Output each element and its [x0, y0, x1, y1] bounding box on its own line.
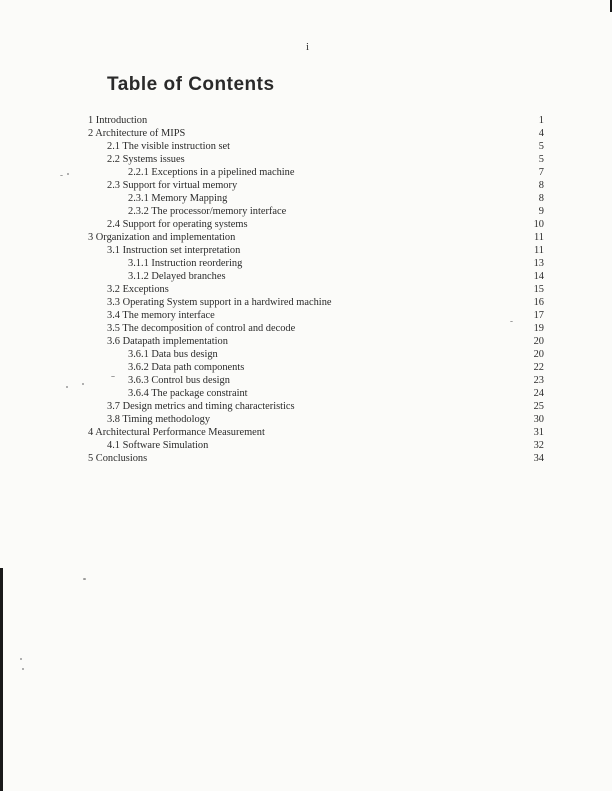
toc-entry-page: 24: [533, 388, 544, 399]
toc-entry: [88, 400, 548, 413]
toc-entry-label: 1 Introduction: [88, 115, 148, 126]
toc-entry: [88, 231, 548, 244]
toc-entry-page: 7: [538, 167, 544, 178]
toc-entry-label: 3.5 The decomposition of control and decode: [107, 323, 296, 334]
scan-speck: [510, 321, 513, 322]
toc-entry: [88, 426, 548, 439]
toc-entry: [88, 296, 548, 309]
toc-entry-page: 25: [533, 401, 544, 412]
toc-entry-label: 2.1 The visible instruction set: [107, 141, 231, 152]
toc-entry: [88, 179, 548, 192]
toc-entry-page: 11: [533, 232, 544, 243]
toc-entry-label: 3.6.4 The package constraint: [128, 388, 248, 399]
toc-entry-page: 30: [533, 414, 544, 425]
toc-entry-page: 34: [533, 453, 544, 464]
toc-entry: [88, 439, 548, 452]
toc-entry-page: 20: [533, 349, 544, 360]
toc-entry: [88, 270, 548, 283]
toc-entry: [88, 140, 548, 153]
scan-edge-left: [0, 568, 3, 791]
toc-entry-label: 3.1 Instruction set interpretation: [107, 245, 241, 256]
table-of-contents: [88, 114, 548, 465]
toc-entry-label: 3.6.1 Data bus design: [128, 349, 218, 360]
scan-speck: [83, 578, 86, 580]
toc-entry: [88, 114, 548, 127]
toc-entry: [88, 153, 548, 166]
toc-entry: [88, 127, 548, 140]
toc-entry-page: 4: [538, 128, 544, 139]
toc-entry-label: 4 Architectural Performance Measurement: [88, 427, 265, 438]
toc-entry-page: 10: [533, 219, 544, 230]
toc-entry: [88, 166, 548, 179]
toc-entry-label: 2.2.1 Exceptions in a pipelined machine: [128, 167, 295, 178]
scan-speck: [60, 175, 63, 176]
toc-entry: [88, 348, 548, 361]
toc-entry: [88, 374, 548, 387]
toc-entry-label: 2.3 Support for virtual memory: [107, 180, 238, 191]
toc-entry: [88, 244, 548, 257]
scan-speck: [111, 376, 115, 377]
toc-entry-label: 5 Conclusions: [88, 453, 148, 464]
toc-entry-page: 8: [538, 193, 544, 204]
toc-entry-page: 17: [533, 310, 544, 321]
toc-entry-page: 5: [538, 154, 544, 165]
toc-entry-label: 3.1.1 Instruction reordering: [128, 258, 243, 269]
toc-entry-page: 1: [538, 115, 544, 126]
toc-entry-label: 3.6.3 Control bus design: [128, 375, 230, 386]
toc-entry: [88, 218, 548, 231]
toc-entry-label: 3.7 Design metrics and timing characteristics: [107, 401, 295, 412]
toc-entry-page: 31: [533, 427, 544, 438]
toc-entry: [88, 387, 548, 400]
toc-entry: [88, 413, 548, 426]
toc-entry-page: 11: [533, 245, 544, 256]
toc-entry-label: 2.3.2 The processor/memory interface: [128, 206, 287, 217]
toc-entry-page: 15: [533, 284, 544, 295]
toc-entry-label: 3.6 Datapath implementation: [107, 336, 228, 347]
toc-entry-page: 8: [538, 180, 544, 191]
scan-speck: [67, 173, 69, 175]
toc-entry: [88, 192, 548, 205]
toc-entry: [88, 257, 548, 270]
toc-entry-label: 3.6.2 Data path components: [128, 362, 245, 373]
toc-entry-page: 14: [533, 271, 544, 282]
toc-entry-label: 3.1.2 Delayed branches: [128, 271, 226, 282]
toc-entry-label: 3.2 Exceptions: [107, 284, 169, 295]
toc-entry-page: 20: [533, 336, 544, 347]
toc-entry-page: 9: [538, 206, 544, 217]
toc-entry-page: 23: [533, 375, 544, 386]
toc-entry-label: 3 Organization and implementation: [88, 232, 236, 243]
toc-entry: [88, 309, 548, 322]
scan-speck: [20, 658, 22, 660]
page-number: i: [306, 41, 310, 53]
toc-entry: [88, 335, 548, 348]
scan-speck: [22, 668, 24, 670]
toc-entry: [88, 361, 548, 374]
toc-entry-label: 3.4 The memory interface: [107, 310, 215, 321]
toc-entry-label: 2 Architecture of MIPS: [88, 128, 186, 139]
toc-entry-label: 3.8 Timing methodology: [107, 414, 211, 425]
toc-entry-label: 2.2 Systems issues: [107, 154, 185, 165]
toc-entry-label: 2.3.1 Memory Mapping: [128, 193, 228, 204]
toc-entry: [88, 283, 548, 296]
toc-entry-page: 16: [533, 297, 544, 308]
toc-entry-page: 5: [538, 141, 544, 152]
toc-entry-label: 2.4 Support for operating systems: [107, 219, 248, 230]
toc-entry-page: 13: [533, 258, 544, 269]
toc-entry-label: 3.3 Operating System support in a hardwired machine: [107, 297, 332, 308]
toc-entry: [88, 322, 548, 335]
page-title: Table of Contents: [107, 74, 275, 95]
toc-entry-page: 22: [533, 362, 544, 373]
toc-entry: [88, 452, 548, 465]
toc-entry-page: 19: [533, 323, 544, 334]
scan-speck: [82, 383, 84, 385]
toc-entry: [88, 205, 548, 218]
scan-speck: [66, 386, 68, 388]
toc-entry-label: 4.1 Software Simulation: [107, 440, 209, 451]
toc-entry-page: 32: [533, 440, 544, 451]
